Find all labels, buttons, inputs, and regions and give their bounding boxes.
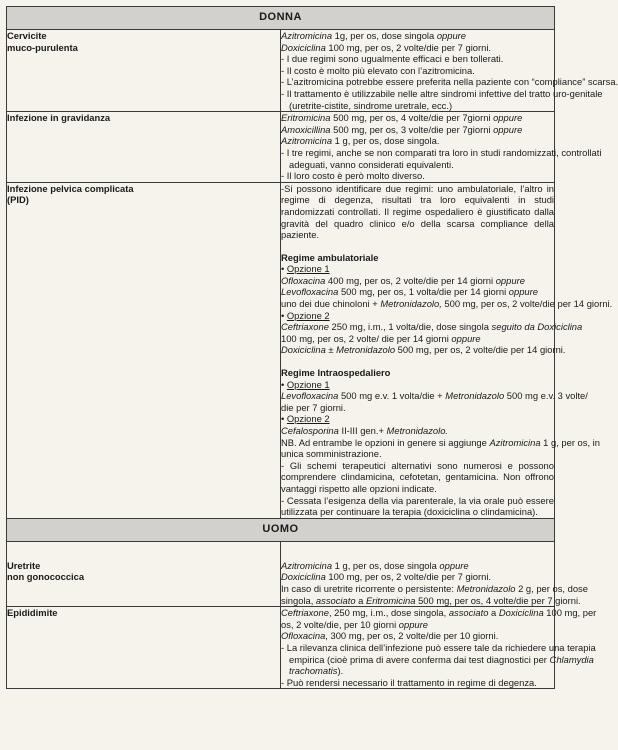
option-label: • Opzione 1 <box>281 263 330 275</box>
treatment-line: Doxiciclina 100 mg, per os, 2 volte/die per 7 giorni. <box>281 41 492 53</box>
treatment-line: Cefalosporina II-III gen.+ Metronidazolo. <box>281 425 449 436</box>
note-line: trachomatis). <box>289 665 344 677</box>
treatment-uretrite <box>281 541 588 606</box>
treatment-line: Ceftriaxone, 250 mg, i.m., dose singola, associato a Doxiciclina 100 mg, per <box>281 607 597 619</box>
treatment-line: die per 7 giorni. <box>281 401 346 413</box>
note-line: - Il trattamento è utilizzabile nelle altre sindromi infettive del tratto uro-genitale <box>281 87 603 99</box>
condition-pid <box>7 182 281 518</box>
condition-gravidanza <box>7 112 281 183</box>
table-row <box>7 182 555 518</box>
nb-line: unica somministrazione. <box>281 448 382 460</box>
treatment-line: Amoxicillina 500 mg, per os, 3 volte/die per 7giorni oppure <box>281 123 523 135</box>
treatment-line: Levofloxacina 500 mg, per os, 1 volta/die per 14 giorni oppure <box>281 286 538 298</box>
condition-cervicite <box>7 30 281 112</box>
treatment-line: 100 mg, per os, 2 volte/ die per 14 giorni oppure <box>281 332 481 344</box>
section-header-uomo: UOMO <box>7 518 555 541</box>
condition-title: non gonococcica <box>7 571 85 583</box>
table-row <box>7 112 555 183</box>
treatment-line: Azitromicina 1 g, per os, dose singola. <box>281 135 440 147</box>
note-line: adeguati, vanno considerati equivalenti. <box>289 158 454 170</box>
note-line: - Il loro costo è però molto diverso. <box>281 170 425 182</box>
treatment-line: Levofloxacina 500 mg e.v. 1 volta/die + Metronidazolo 500 mg e.v. 3 volte/ <box>281 390 588 402</box>
regime-ambulatoriale-title: Regime ambulatoriale <box>281 251 379 263</box>
note-line: - I tre regimi, anche se non comparati tra loro in studi randomizzati, controllati <box>281 146 602 158</box>
treatment-line: Azitromicina 1 g, per os, dose singola oppure <box>281 559 469 571</box>
table-row <box>7 541 555 606</box>
note-line: - L’azitromicina potrebbe essere preferita nella paziente con “compliance” scarsa. <box>281 76 618 88</box>
treatment-line: Azitromicina 1g, per os, dose singola oppure <box>281 30 467 41</box>
treatment-table <box>6 6 618 689</box>
option-label: • Opzione 2 <box>281 309 330 321</box>
table-row <box>7 607 555 689</box>
note-line: - Gli schemi terapeutici alternativi sono numerosi e possono comprendere clindamicina, cefotetan, gentamicina. Non offrono vantaggi rispetto alle opzioni indicate. <box>281 459 554 494</box>
treatment-line: Ofloxacina, 300 mg, per os, 2 volte/die per 10 giorni. <box>281 630 499 642</box>
note-line: empirica (cioè prima di avere conferma dai test diagnostici per Chlamydia <box>289 653 594 665</box>
condition-title: (PID) <box>7 194 29 206</box>
note-line: - I due regimi sono ugualmente efficaci e ben tollerati. <box>281 53 504 65</box>
note-line: (uretrite-cistite, sindrome uretrale, ecc.) <box>289 99 453 111</box>
regime-intraospedaliero-title: Regime Intraospedaliero <box>281 367 391 379</box>
treatment-line: Eritromicina 500 mg, per os, 4 volte/die per 7giorni oppure <box>281 112 523 124</box>
condition-title: Cervicite <box>7 30 47 41</box>
table-row <box>7 30 555 112</box>
treatment-line: singola, associato a Eritromicina 500 mg, per os, 4 volte/die per 7 giorni. <box>281 594 581 606</box>
pid-intro: -Si possono identificare due regimi: uno ambulatoriale, l’altro in regime di degenza, risultati tra loro equivalenti in studi randomizzati controllati. Il regime ospedaliero è giustificato dalla gravità del quadro clinico e/o della scarsa compliance della paziente. <box>281 182 554 241</box>
condition-epididimite <box>7 607 281 689</box>
treatment-line: Ofloxacina 400 mg, per os, 2 volte/die per 14 giorni oppure <box>281 274 525 286</box>
note-line: - Il costo è molto più elevato con l’azitromicina. <box>281 64 475 76</box>
treatment-line: os, 2 volte/die, per 10 giorni oppure <box>281 618 428 630</box>
note-line: - La rilevanza clinica dell’infezione può essere tale da richiedere una terapia <box>281 641 596 653</box>
option-label: • Opzione 2 <box>281 413 330 425</box>
note-line: - Cessata l’esigenza della via parenterale, la via orale può essere utilizzata per continuare la terapia (doxiciclina o clindamicina). <box>281 494 554 518</box>
condition-title: Epididimite <box>7 607 58 619</box>
condition-uretrite <box>7 541 281 606</box>
section-header-donna: DONNA <box>7 7 555 30</box>
treatment-line: In caso di uretrite ricorrente o persistente: Metronidazolo 2 g, per os, dose <box>281 582 588 594</box>
condition-title: Infezione pelvica complicata <box>7 182 134 194</box>
treatment-line: uno dei due chinoloni + Metronidazolo, 500 mg, per os, 2 volte/die per 14 giorni. <box>281 298 613 310</box>
treatment-cervicite <box>281 30 618 112</box>
nb-line: NB. Ad entrambe le opzioni in genere si aggiunge Azitromicina 1 g, per os, in <box>281 436 600 448</box>
treatment-line: Ceftriaxone 250 mg, i.m., 1 volta/die, dose singola seguito da Doxiciclina <box>281 321 583 333</box>
condition-title: Infezione in gravidanza <box>7 112 111 124</box>
treatment-gravidanza <box>281 112 602 183</box>
condition-title: muco-purulenta <box>7 41 78 53</box>
note-line: - Può rendersi necessario il trattamento in regime di degenza. <box>281 676 537 688</box>
treatment-epididimite <box>281 607 597 689</box>
condition-title: Uretrite <box>7 559 41 571</box>
treatment-line: Doxiciclina 100 mg, per os, 2 volte/die per 7 giorni. <box>281 571 492 583</box>
treatment-line: Doxiciclina ± Metronidazolo 500 mg, per os, 2 volte/die per 14 giorni. <box>281 344 566 356</box>
option-label: • Opzione 1 <box>281 378 330 390</box>
treatment-pid <box>281 182 613 518</box>
